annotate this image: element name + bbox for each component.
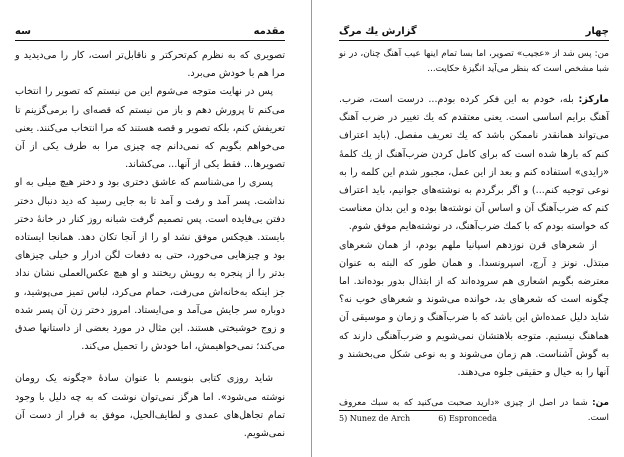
paragraph-text: بله، خودم به این فکر کرده بودم... درست است، ضرب. آهنگ برایم اساسی است. یعنی معتقدم که یك تغییر در ضرب آهنگ می‌تواند همانقدر ناممکن باشد که یك تعریف مفصل. (باید اعتراف کنم که بارها شده است که برای کامل کردن ضرب‌آهنگ از یك کلمهٔ «زایدی» استفاده کنم و بعد از این عمل، مجبور شدم این کلمه را به نوعی توجیه کنم...) و اگر برگردم به نوشته‌های جوانیم، باید اعتراف کنم که ضرب‌آهنگ آن و اساس آن نوشته‌ها بوده و این بدان معناست که خواسته بودم که با کمك ضرب‌آهنگ، در نوشته‌هایم موفق شوم. <box>339 94 609 233</box>
intro-paragraph: من: پس شد از «عجیب» تصویر، اما بسا تمام اینها عیب آهنگ چنان، در نو شبا مشخص است که بنظر می‌آید انگیزهٔ حکایت... <box>339 49 609 74</box>
paragraph: تصویری که به نظرم کم‌تحرکتر و ناقابل‌تر است، کار را می‌دیدید و مرا هم با خودش می‌برد. <box>15 50 285 80</box>
paragraph: شاید روزی کتابی بنویسم با عنوان سادهٔ «چگونه یک رومان نوشته می‌شود». اما هرگز نمی‌توان نوشت که به چه دلیل با وجود تمام تجاهل‌های عمدی و لطایف‌الحیل، موفق به فرار از دست آن نمی‌شویم. <box>15 373 285 440</box>
right-page-title: گزارش یك مرگ <box>339 26 417 37</box>
footnote-divider <box>339 410 489 411</box>
right-page-header <box>339 26 609 41</box>
speaker-label: مارکز: <box>578 94 609 105</box>
dialogue-paragraph <box>339 237 609 383</box>
dialogue-paragraph <box>339 91 609 237</box>
left-page-header <box>15 26 285 41</box>
right-page-number: چهار <box>585 26 609 37</box>
footnote: 5) Nunez de Arch <box>339 414 411 423</box>
right-page <box>312 0 624 457</box>
left-page-title: مقدمه <box>253 26 285 37</box>
speaker-label: من: <box>592 398 609 409</box>
paragraph-text: از شعرهای قرن نوزدهم اسپانیا ملهم بودم، از همان شعرهای مبتذل. نونز دِ آرچ، اسپرونسدا. و همان طور که البته به عنوان معترضه بگویم اشعاری هم سروده‌اند که از ابتذال بدور بوده‌اند. اما چگونه است که شعرهای بد، خوانده می‌شوند و شعرهای خوب نه؟ شاید دلیل عمده‌اش این باشد که با ضرب‌آهنگ و زمان و موسیقی آن هماهنگ نیستیم. متوجه بلاهتشان نمی‌شویم و ضرب‌آهنگی دارند که به گوش آشناست. هم زمان می‌شوند و به نوعی شکل می‌بخشند و آنها را به خیال و حقیقی جلوه می‌دهند. <box>339 239 609 379</box>
paragraph: پس در نهایت متوجه می‌شوم این من نیستم که تصویر را انتخاب می‌کنم تا پرورش دهم و باز من نیستم که قصه‌ای را برمی‌گزینم تا تعریفش کنم، بلکه تصویر و قصه هستند که مرا انتخاب می‌کنند. یعنی می‌خواهم بگویم که نمی‌دانم چه چیزی مرا به طرف یکی از آن تصویرها... فقط یکی از آنها... می‌کشاند. <box>15 86 285 171</box>
left-page-number: سه <box>15 26 31 37</box>
paragraph: پسری را می‌شناسم که عاشق دختری بود و دختر هیچ میلی به او نداشت. پسر آمد و رفت و آمد تا به جایی رسید که دید دنبال دختر دفتن بی‌فایده است. پس تصمیم گرفت شبانه روز کنار در خانهٔ دختر بایستد. هیچکس موفق نشد او را از آنجا تکان دهد. همانجا ایستاده بود و چیزهایی می‌خورد، حتی به دفعات لگن ادرار و خیلی چیزهای بدتر را از پنجره به رویش ریختند و او هیچ عکس‌العملی نشان نداد جز اینکه به‌خانه‌اش می‌رفت، حمام می‌کرد، لباس تمیز می‌پوشید، و دوباره سر جایش می‌آمد و می‌ایستاد. امروز دختر زن آن پسر شده و زوج خوشبختی هستند. این مثال در مورد بعضی از داستانها صدق می‌کند؛ نمی‌خواهیمش، اما خودش را تحمیل می‌کند. <box>15 177 285 353</box>
footnotes <box>339 414 609 424</box>
paragraph-text: شما در اصل از چیزی «دارید صحبت می‌کنید که به سبك معروف است. <box>339 398 609 424</box>
footnote: 6) Espronceda <box>438 414 497 423</box>
